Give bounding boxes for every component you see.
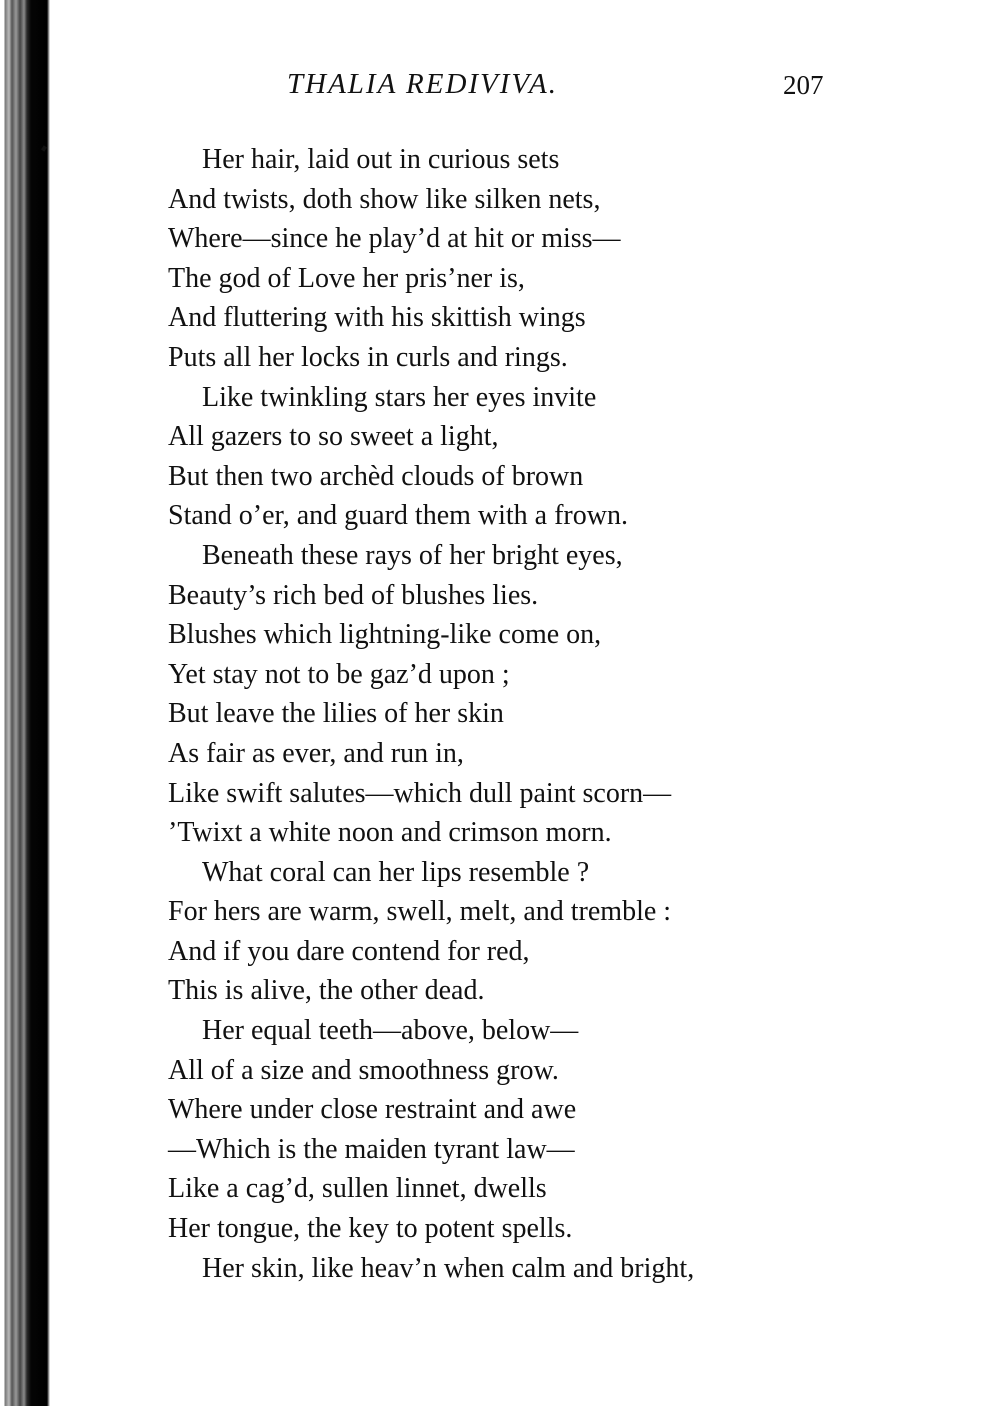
poem-line: Her tongue, the key to potent spells. bbox=[168, 1213, 573, 1245]
page-binding-edge bbox=[0, 0, 50, 1406]
running-head bbox=[0, 68, 1000, 108]
poem-line: Her skin, like heav’n when calm and bright, bbox=[202, 1252, 695, 1284]
poem-line: But then two archèd clouds of brown bbox=[168, 460, 584, 492]
poem-line: Like swift salutes—which dull paint scorn— bbox=[168, 777, 672, 809]
poem-line: Beneath these rays of her bright eyes, bbox=[202, 539, 623, 571]
poem-line: And twists, doth show like silken nets, bbox=[168, 183, 601, 215]
poem-line: As fair as ever, and run in, bbox=[168, 737, 464, 769]
poem-line: —Which is the maiden tyrant law— bbox=[168, 1133, 575, 1165]
poem-line: ’Twixt a white noon and crimson morn. bbox=[168, 817, 612, 849]
poem-line: All gazers to so sweet a light, bbox=[168, 421, 499, 453]
running-head-title: THALIA REDIVIVA. bbox=[287, 68, 558, 100]
poem-line: Blushes which lightning-like come on, bbox=[168, 619, 602, 651]
poem-line: Puts all her locks in curls and rings. bbox=[168, 341, 568, 373]
poem-line: All of a size and smoothness grow. bbox=[168, 1054, 559, 1086]
poem-line: Stand o’er, and guard them with a frown. bbox=[168, 500, 628, 532]
poem-line: Her hair, laid out in curious sets bbox=[202, 144, 560, 175]
poem-line: And if you dare contend for red, bbox=[168, 935, 530, 967]
poem-line: The god of Love her pris’ner is, bbox=[168, 262, 525, 294]
poem-line: Where—since he play’d at hit or miss— bbox=[168, 223, 621, 255]
poem-line: Like twinkling stars her eyes invite bbox=[202, 381, 597, 413]
poem-line: Beauty’s rich bed of blushes lies. bbox=[168, 579, 539, 611]
page-number: 207 bbox=[783, 70, 824, 100]
poem-line: And fluttering with his skittish wings bbox=[168, 302, 586, 334]
poem-line: What coral can her lips resemble ? bbox=[202, 856, 590, 888]
poem-line: Like a cag’d, sullen linnet, dwells bbox=[168, 1173, 547, 1205]
poem-line: This is alive, the other dead. bbox=[168, 975, 485, 1007]
poem-line: Yet stay not to be gaz’d upon ; bbox=[168, 658, 510, 690]
poem-text bbox=[168, 140, 828, 1288]
poem-line: Her equal teeth—above, below— bbox=[202, 1015, 579, 1047]
poem-line: Where under close restraint and awe bbox=[168, 1094, 577, 1126]
poem-line: But leave the lilies of her skin bbox=[168, 698, 504, 730]
poem-line: For hers are warm, swell, melt, and tremble : bbox=[168, 896, 672, 928]
